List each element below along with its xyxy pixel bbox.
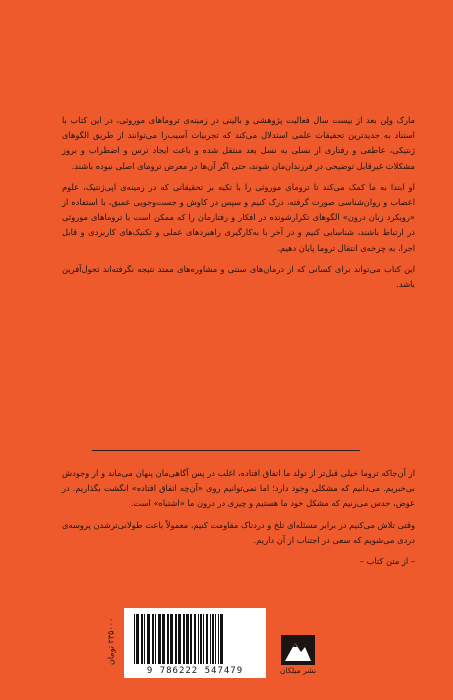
barcode-bar (144, 614, 145, 664)
section-divider (92, 450, 360, 451)
barcode-bar (175, 614, 177, 664)
barcode-bar (215, 614, 216, 664)
excerpt-paragraph: وقتی تلاش می‌کنیم در برابر مسئله‌ای تلخ و دردناک مقاومت کنیم، معمولاً باعث طولانی‌ترشدن پروسه‌ی دردی می‌شویم که سعی در اجتناب از آن داریم. (62, 519, 415, 545)
barcode-bar (152, 614, 154, 664)
book-excerpt (62, 466, 415, 575)
barcode-bar (206, 614, 208, 664)
book-blurb (62, 113, 415, 298)
barcode-bar (147, 614, 150, 664)
barcode-bar (134, 614, 135, 664)
barcode-bar (198, 614, 199, 664)
isbn-barcode (124, 608, 266, 678)
barcode-bar (158, 614, 161, 664)
barcode-bar (210, 614, 211, 664)
barcode-bar (190, 614, 192, 664)
barcode-bars (132, 614, 258, 664)
barcode-bar (162, 614, 165, 664)
price-label: ۲۳۵۰۰۰ تومان (106, 617, 116, 665)
barcode-bar (167, 614, 169, 664)
barcode-bar (141, 614, 143, 664)
barcode-bar (155, 614, 156, 664)
barcode-bar (194, 614, 196, 664)
barcode-bar (178, 614, 181, 664)
excerpt-paragraph: از آن‌جاکه تروما خیلی قبل‌تر از تولد ما اتفاق افتاده، اغلب در پس آگاهی‌مان پنهان می‌ماند و از وجودش بی‌خبریم. می‌دانیم که مشکلی وجود دارد؛ اما نمی‌توانیم روی «آن‌چه اتفاق افتاده» انگشت بگذاریم. در عوض، حدس می‌زنیم که مشکل خود ما هستیم و چیزی در درون ما «اشتباه» است. (62, 468, 415, 509)
barcode-bar (220, 614, 223, 664)
barcode-bar (186, 614, 189, 664)
barcode-bar (136, 614, 139, 664)
barcode-bar (212, 614, 214, 664)
blurb-paragraph: این کتاب می‌تواند برای کسانی که از درمان‌های سنتی و مشاوره‌های ممتد نتیجه نگرفته‌اند تحول‌آفرین باشد. (62, 263, 415, 290)
excerpt-source: – از متن کتاب – (359, 556, 415, 567)
barcode-bar (200, 614, 202, 664)
publisher-logo (272, 635, 324, 675)
barcode-bar (203, 614, 204, 664)
mountain-logo-icon (281, 635, 315, 665)
blurb-paragraph: مارک ولِن بعد از بیست سال فعالیت پژوهشی و بالینی در زمینه‌ی تروماهای موروثی، در این کتاب با استناد به جدیدترین تحقیقات علمی استدلال می‌کند که تجربیات آسیب‌زا می‌توانند از طریق الگوهای ژنتیکی، عاطفی و رفتاری از نسلی به نسل بعد منتقل شده و باعث ایجاد ترس و اضطراب و بروز مشکلات غیرقابل توضیحی در فرزندان‌مان شوند، حتی اگر آن‌ها در معرض ترومای اصلی نبوده باشند. (62, 115, 415, 171)
barcode-bar (218, 614, 219, 664)
barcode-number: 9 786222 547479 (146, 666, 244, 676)
publisher-name: نشر میلکان (280, 666, 316, 675)
barcode-bar (183, 614, 185, 664)
barcode-bar (170, 614, 173, 664)
blurb-paragraph: او ابتدا به ما کمک می‌کند تا ترومای موروثی را با تکیه بر تحقیقاتی که در زمینه‌ی اپی‌ژنتیک، علوم اعصاب و روان‌شناسی صورت گرفته، درک کنیم و سپس در کاوش و جست‌وجویی عمیق، با استفاده از «رویکرد زبان درون» الگوهای تکرارشونده در افکار و رفتارمان را که ممکن است با تروماهای موروثی در ارتباط باشند، شناسایی کنیم و در آخر با به‌کارگیری راهبردهای عملی و تکنیک‌های کاربردی و قابل اجرا، به چرخه‌ی انتقال تروما پایان دهیم. (62, 181, 415, 253)
